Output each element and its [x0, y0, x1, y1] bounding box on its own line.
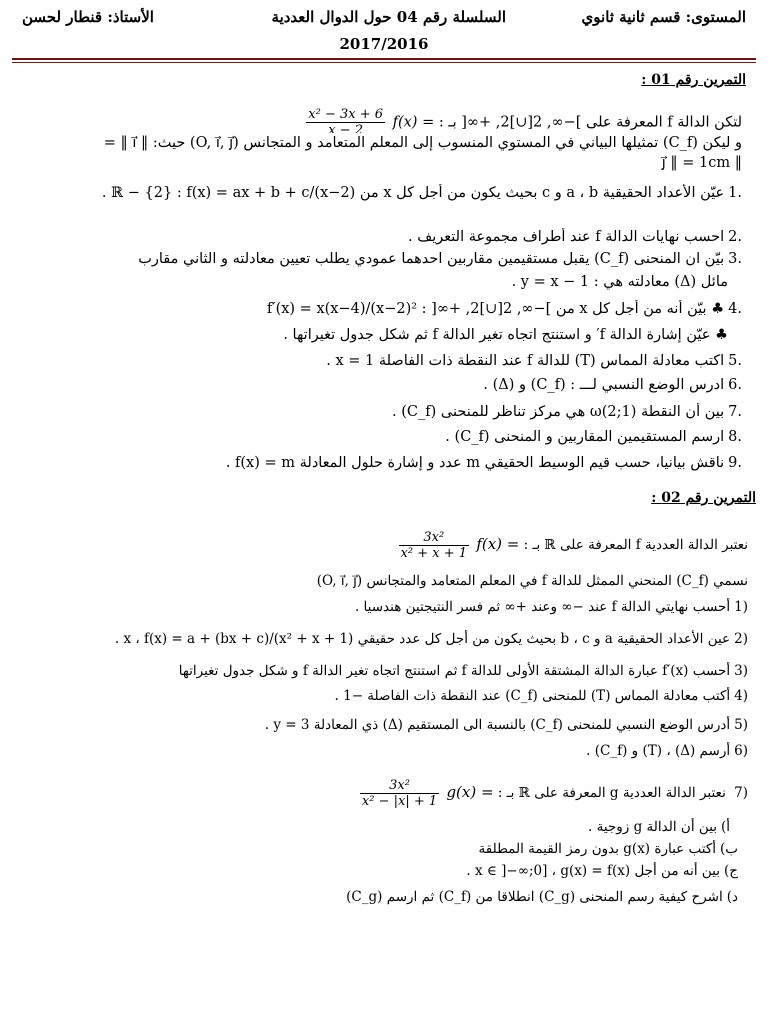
header-divider	[12, 58, 756, 60]
header-teacher: الأستاذ: قنطار لحسن	[22, 8, 154, 26]
exercise2-g-label: g(x) =	[446, 783, 494, 801]
exercise2-title: التمرين رقم 02 :	[651, 490, 756, 506]
exercise2-function-denominator: x² + x + 1	[400, 546, 468, 561]
exercise2-item	[20, 662, 748, 680]
exercise2-curve-line: نسمي (C_f) المنحني الممثل للدالة f في المعلم المتعامد والمتجانس (O, i⃗, j⃗)	[316, 573, 748, 589]
exercise1-item	[20, 428, 742, 446]
exercise1-item-text: ♣ بيّن أنه من أجل كل x من ]−∞, 2[∪]2, +∞[ : f′(x) = x(x−4)/(x−2)²	[266, 301, 725, 317]
exercise2-item	[20, 630, 748, 648]
exercise2-item-number: (1	[734, 599, 748, 615]
exercise1-intro-1	[20, 107, 742, 133]
exercise2-item-text: أرسم (Δ) ، (T) و (C_f) .	[586, 743, 731, 759]
header-year: 2017/2016	[339, 35, 429, 53]
exercise1-item-number: .9	[728, 455, 742, 471]
exercise1-item-number: .8	[728, 429, 742, 445]
exercise2-subitem	[20, 862, 738, 880]
exercise1-intro-2: و ليكن (C_f) تمثيلها البياني في المستوي المنسوب إلى المعلم المتعامد و المتجانس (O, i⃗, j⃗) حيث: ‖ i⃗ ‖ =	[103, 135, 742, 151]
exercise1-item	[20, 228, 742, 246]
exercise1-item-text: ناقش بيانيا، حسب قيم الوسيط الحقيقي m عدد و إشارة حلول المعادلة f(x) = m .	[225, 455, 725, 471]
exercise2-item-text: عين الأعداد الحقيقية a و b ، c بحيث يكون من أجل كل عدد حقيقي x ، f(x) = a + (bx + c)/(x² + x + 1) .	[114, 631, 731, 647]
exercise2-item-number: (5	[734, 717, 748, 733]
exercise1-item	[20, 454, 742, 472]
exercise1-intro-3: ‖ j⃗ ‖ = 1cm	[661, 155, 742, 171]
exercise2-subitem-text: أكتب عبارة g(x) بدون رمز القيمة المطلقة	[478, 841, 717, 857]
exercise2-subitem-text: اشرح كيفية رسم المنحنى (C_g) انطلاقا من (C_f) ثم ارسم (C_g)	[346, 889, 723, 905]
exercise1-item	[20, 376, 742, 394]
header-divider-thin	[12, 62, 756, 63]
exercise2-subitem	[20, 888, 738, 906]
exercise1-item-text: اكتب معادلة المماس (T) للدالة f عند النقطة ذات الفاصلة 1 = x .	[326, 353, 725, 369]
exercise2-g-denominator: x² − |x| + 1	[361, 794, 438, 809]
exercise1-item-text: بين أن النقطة ω(2;1) هي مركز تناظر للمنحنى (C_f) .	[392, 404, 725, 420]
exercise1-item-text: ارسم المستقيمين المقاربين و المنحنى (C_f) .	[445, 429, 725, 445]
exercise2-intro	[20, 524, 748, 564]
exercise2-subitem	[20, 818, 730, 836]
exercise2-item-text: أكتب معادلة المماس (T) للمنحنى (C_f) عند النقطة ذات الفاصلة −1 .	[334, 688, 731, 704]
exercise2-subitem-label: ب)	[720, 841, 738, 857]
exercise2-function-numerator: 3x²	[399, 530, 469, 546]
exercise1-item-number: .6	[728, 377, 742, 393]
exercise2-subitem	[20, 840, 738, 858]
exercise1-item	[20, 326, 728, 344]
exercise1-item-text: عيّن الأعداد الحقيقية a ، b و c بحيث يكون من أجل كل x من ℝ − {2} : f(x) = ax + b + c/(x−2) .	[101, 185, 725, 201]
exercise2-subitem-label: ج)	[724, 863, 738, 879]
exercise1-item-text: ادرس الوضع النسبي لـــ : (C_f) و (Δ) .	[483, 377, 725, 393]
exercise1-title: التمرين رقم 01 :	[641, 72, 746, 88]
exercise2-subitem-label: د)	[726, 889, 738, 905]
exercise1-item	[20, 250, 742, 268]
exercise1-item	[20, 184, 742, 202]
exercise1-item	[20, 273, 728, 291]
exercise1-item-text: مائل (Δ) معادلته هي : y = x − 1 .	[511, 274, 728, 290]
exercise2-function-fraction	[399, 530, 469, 561]
exercise1-function-fraction	[306, 107, 385, 133]
exercise1-function-numerator: x² − 3x + 6	[308, 107, 383, 122]
exercise2-item-text: أحسب f′(x) عبارة الدالة المشتقة الأولى للدالة f ثم استنتج اتجاه تغير الدالة f و شكل جدول تغيراتها	[178, 663, 731, 679]
exercise2-item-number: (6	[734, 743, 748, 759]
exercise1-intro-text: لتكن الدالة f المعرفة على ]−∞, 2[∪]2, +∞[ بـ :	[438, 114, 742, 131]
exercise1-function-denominator: x − 2	[328, 123, 364, 133]
exercise1-item-number: .3	[728, 251, 742, 267]
exercise2-item	[20, 716, 748, 734]
exercise1-item-number: .1	[728, 185, 742, 201]
exercise2-item-number: (7	[734, 785, 748, 801]
exercise1-item	[20, 352, 742, 370]
exercise1-item-text: احسب نهايات الدالة f عند أطراف مجموعة التعريف .	[408, 229, 725, 245]
exercise2-item-number: (2	[734, 631, 748, 647]
exercise2-item7	[20, 772, 748, 812]
exercise1-item-text: ♣ عيّن إشارة الدالة f′ و استنتج اتجاه تغير الدالة f ثم شكل جدول تغيراتها .	[283, 327, 728, 343]
exercise1-item-text: بيّن ان المنحنى (C_f) يقبل مستقيمين مقاربين احدهما عمودي يطلب تعيين معادلته و الثاني مقارب	[138, 251, 725, 267]
exercise2-intro-text: نعتبر الدالة العددية f المعرفة على ℝ بـ :	[523, 537, 748, 553]
exercise2-item-text: أحسب نهايتي الدالة f عند −∞ وعند +∞ ثم فسر النتيجتين هندسيا .	[354, 599, 731, 615]
exercise2-item-text: أدرس الوضع النسبي للمنحنى (C_f) بالنسبة الى المستقيم (Δ) ذي المعادلة y = 3 .	[264, 717, 731, 733]
exercise2-subitem-text: بين أن الدالة g زوجية .	[588, 819, 717, 835]
exercise2-function-label: f(x) =	[476, 535, 520, 553]
exercise2-g-numerator: 3x²	[360, 778, 439, 794]
exercise2-item7-text: نعتبر الدالة العددية g المعرفة على ℝ بـ :	[497, 785, 726, 801]
exercise1-item-number: .4	[728, 301, 742, 317]
exercise2-item	[20, 742, 748, 760]
exercise2-g-fraction	[360, 778, 439, 809]
exercise2-subitem-label: أ)	[720, 819, 730, 835]
exercise1-item-number: .7	[728, 404, 742, 420]
exercise1-item-number: .5	[728, 353, 742, 369]
exercise2-item-number: (4	[734, 688, 748, 704]
exercise2-subitem-text: بين أنه من أجل x ∈ ]−∞;0] ، g(x) = f(x) .	[466, 863, 721, 879]
exercise2-item	[20, 598, 748, 616]
exercise2-item	[20, 687, 748, 705]
exercise1-function-label: f(x) =	[392, 114, 435, 131]
header-series: السلسلة رقم 04 حول الدوال العددية	[271, 8, 506, 26]
header-level: المستوى: قسم ثانية ثانوي	[581, 8, 746, 26]
exercise2-item-number: (3	[734, 663, 748, 679]
exercise1-item	[20, 300, 742, 318]
exercise1-item-number: .2	[728, 229, 742, 245]
exercise1-item	[20, 403, 742, 421]
